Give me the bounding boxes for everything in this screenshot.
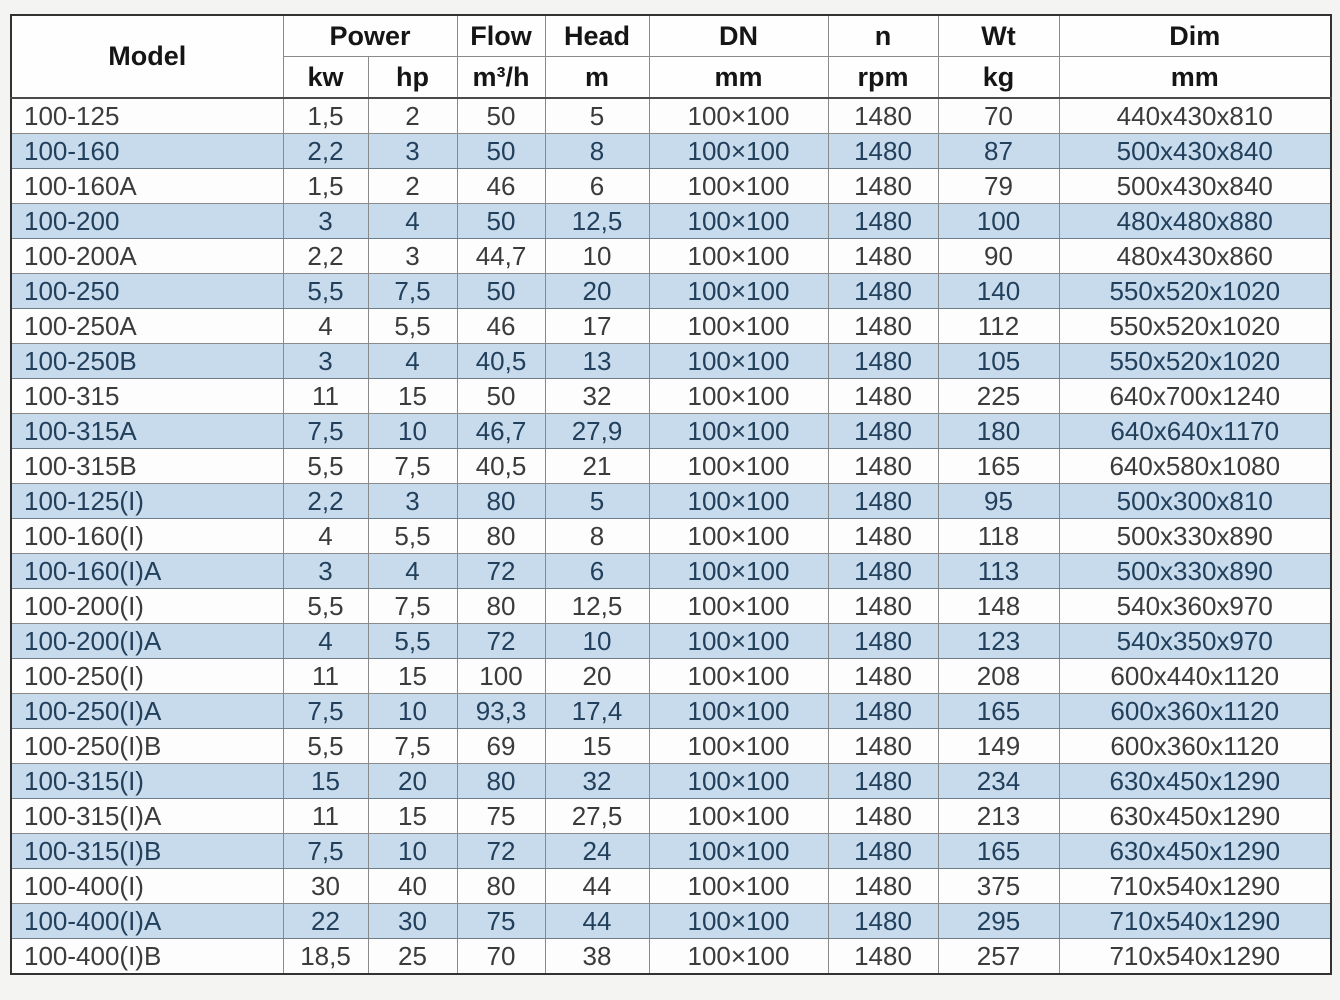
value-cell: 4 <box>368 554 457 589</box>
value-cell: 500x330x890 <box>1059 554 1331 589</box>
value-cell: 10 <box>545 239 649 274</box>
table-row <box>11 134 1331 169</box>
value-cell: 100×100 <box>649 869 828 904</box>
value-cell: 46,7 <box>457 414 545 449</box>
value-cell: 550x520x1020 <box>1059 344 1331 379</box>
model-cell: 100-250(I)B <box>11 729 283 764</box>
model-cell: 100-400(I)A <box>11 904 283 939</box>
value-cell: 5,5 <box>368 309 457 344</box>
value-cell: 50 <box>457 204 545 239</box>
value-cell: 3 <box>283 204 368 239</box>
value-cell: 4 <box>283 519 368 554</box>
column-header-model: Model <box>11 15 283 98</box>
value-cell: 208 <box>938 659 1059 694</box>
value-cell: 4 <box>368 204 457 239</box>
value-cell: 17,4 <box>545 694 649 729</box>
value-cell: 5,5 <box>283 729 368 764</box>
value-cell: 1480 <box>828 519 938 554</box>
value-cell: 3 <box>283 344 368 379</box>
value-cell: 7,5 <box>283 694 368 729</box>
model-cell: 100-160(I) <box>11 519 283 554</box>
value-cell: 100×100 <box>649 204 828 239</box>
value-cell: 25 <box>368 939 457 975</box>
value-cell: 44 <box>545 869 649 904</box>
value-cell: 15 <box>545 729 649 764</box>
value-cell: 7,5 <box>368 274 457 309</box>
value-cell: 550x520x1020 <box>1059 274 1331 309</box>
value-cell: 30 <box>283 869 368 904</box>
table-row <box>11 519 1331 554</box>
value-cell: 640x640x1170 <box>1059 414 1331 449</box>
value-cell: 15 <box>368 799 457 834</box>
value-cell: 440x430x810 <box>1059 98 1331 134</box>
value-cell: 69 <box>457 729 545 764</box>
unit-header-m3h: m³/h <box>457 57 545 99</box>
value-cell: 1480 <box>828 834 938 869</box>
value-cell: 2 <box>368 169 457 204</box>
model-cell: 100-315A <box>11 414 283 449</box>
value-cell: 100×100 <box>649 799 828 834</box>
value-cell: 600x360x1120 <box>1059 694 1331 729</box>
value-cell: 11 <box>283 659 368 694</box>
value-cell: 550x520x1020 <box>1059 309 1331 344</box>
unit-header-rpm: rpm <box>828 57 938 99</box>
value-cell: 710x540x1290 <box>1059 869 1331 904</box>
column-header-n: n <box>828 15 938 57</box>
value-cell: 90 <box>938 239 1059 274</box>
value-cell: 72 <box>457 554 545 589</box>
value-cell: 27,5 <box>545 799 649 834</box>
table-header <box>11 15 1331 98</box>
value-cell: 100×100 <box>649 589 828 624</box>
value-cell: 2,2 <box>283 239 368 274</box>
value-cell: 500x430x840 <box>1059 134 1331 169</box>
value-cell: 1480 <box>828 98 938 134</box>
value-cell: 18,5 <box>283 939 368 975</box>
value-cell: 38 <box>545 939 649 975</box>
value-cell: 80 <box>457 764 545 799</box>
value-cell: 140 <box>938 274 1059 309</box>
table-body <box>11 98 1331 974</box>
value-cell: 480x480x880 <box>1059 204 1331 239</box>
model-cell: 100-200(I)A <box>11 624 283 659</box>
value-cell: 50 <box>457 379 545 414</box>
table-row <box>11 834 1331 869</box>
value-cell: 1480 <box>828 694 938 729</box>
value-cell: 1480 <box>828 414 938 449</box>
value-cell: 40 <box>368 869 457 904</box>
value-cell: 234 <box>938 764 1059 799</box>
table-row <box>11 729 1331 764</box>
value-cell: 1480 <box>828 449 938 484</box>
value-cell: 710x540x1290 <box>1059 904 1331 939</box>
model-cell: 100-125(I) <box>11 484 283 519</box>
value-cell: 105 <box>938 344 1059 379</box>
table-row <box>11 169 1331 204</box>
value-cell: 100×100 <box>649 169 828 204</box>
value-cell: 4 <box>283 309 368 344</box>
value-cell: 1480 <box>828 729 938 764</box>
value-cell: 225 <box>938 379 1059 414</box>
value-cell: 80 <box>457 589 545 624</box>
model-cell: 100-200(I) <box>11 589 283 624</box>
value-cell: 630x450x1290 <box>1059 834 1331 869</box>
value-cell: 27,9 <box>545 414 649 449</box>
value-cell: 165 <box>938 449 1059 484</box>
model-cell: 100-315(I)B <box>11 834 283 869</box>
value-cell: 100×100 <box>649 939 828 975</box>
value-cell: 5,5 <box>283 274 368 309</box>
value-cell: 100×100 <box>649 309 828 344</box>
table-row <box>11 98 1331 134</box>
column-header-dn: DN <box>649 15 828 57</box>
value-cell: 1480 <box>828 239 938 274</box>
value-cell: 10 <box>368 414 457 449</box>
value-cell: 123 <box>938 624 1059 659</box>
value-cell: 630x450x1290 <box>1059 764 1331 799</box>
value-cell: 95 <box>938 484 1059 519</box>
column-header-wt: Wt <box>938 15 1059 57</box>
value-cell: 5,5 <box>283 449 368 484</box>
value-cell: 640x700x1240 <box>1059 379 1331 414</box>
value-cell: 70 <box>938 98 1059 134</box>
value-cell: 100×100 <box>649 624 828 659</box>
value-cell: 1,5 <box>283 98 368 134</box>
value-cell: 7,5 <box>283 414 368 449</box>
column-header-dim: Dim <box>1059 15 1331 57</box>
value-cell: 80 <box>457 519 545 554</box>
value-cell: 1480 <box>828 344 938 379</box>
table-row <box>11 869 1331 904</box>
value-cell: 22 <box>283 904 368 939</box>
value-cell: 1480 <box>828 764 938 799</box>
value-cell: 1480 <box>828 659 938 694</box>
value-cell: 1480 <box>828 904 938 939</box>
value-cell: 5 <box>545 98 649 134</box>
table-row <box>11 939 1331 975</box>
value-cell: 50 <box>457 98 545 134</box>
table-row <box>11 274 1331 309</box>
value-cell: 15 <box>283 764 368 799</box>
table-row <box>11 799 1331 834</box>
value-cell: 2 <box>368 98 457 134</box>
table-row <box>11 204 1331 239</box>
value-cell: 93,3 <box>457 694 545 729</box>
value-cell: 5 <box>545 484 649 519</box>
model-cell: 100-200A <box>11 239 283 274</box>
model-cell: 100-160A <box>11 169 283 204</box>
value-cell: 213 <box>938 799 1059 834</box>
value-cell: 3 <box>368 134 457 169</box>
value-cell: 15 <box>368 659 457 694</box>
value-cell: 6 <box>545 169 649 204</box>
value-cell: 480x430x860 <box>1059 239 1331 274</box>
pump-spec-table <box>10 14 1332 975</box>
value-cell: 5,5 <box>368 519 457 554</box>
model-cell: 100-315(I)A <box>11 799 283 834</box>
value-cell: 32 <box>545 764 649 799</box>
value-cell: 540x360x970 <box>1059 589 1331 624</box>
value-cell: 100×100 <box>649 274 828 309</box>
value-cell: 375 <box>938 869 1059 904</box>
value-cell: 500x330x890 <box>1059 519 1331 554</box>
value-cell: 50 <box>457 274 545 309</box>
value-cell: 13 <box>545 344 649 379</box>
value-cell: 44 <box>545 904 649 939</box>
model-cell: 100-315B <box>11 449 283 484</box>
value-cell: 72 <box>457 624 545 659</box>
model-cell: 100-315 <box>11 379 283 414</box>
table-row <box>11 764 1331 799</box>
value-cell: 118 <box>938 519 1059 554</box>
value-cell: 7,5 <box>368 449 457 484</box>
value-cell: 100×100 <box>649 729 828 764</box>
value-cell: 12,5 <box>545 204 649 239</box>
value-cell: 113 <box>938 554 1059 589</box>
value-cell: 112 <box>938 309 1059 344</box>
table-row <box>11 449 1331 484</box>
value-cell: 100×100 <box>649 834 828 869</box>
value-cell: 5,5 <box>368 624 457 659</box>
table-row <box>11 379 1331 414</box>
value-cell: 40,5 <box>457 344 545 379</box>
value-cell: 165 <box>938 694 1059 729</box>
value-cell: 44,7 <box>457 239 545 274</box>
value-cell: 75 <box>457 799 545 834</box>
value-cell: 10 <box>368 834 457 869</box>
value-cell: 500x430x840 <box>1059 169 1331 204</box>
model-cell: 100-125 <box>11 98 283 134</box>
column-header-power: Power <box>283 15 457 57</box>
value-cell: 100×100 <box>649 519 828 554</box>
value-cell: 32 <box>545 379 649 414</box>
model-cell: 100-250B <box>11 344 283 379</box>
value-cell: 1480 <box>828 274 938 309</box>
value-cell: 100×100 <box>649 694 828 729</box>
table-row <box>11 659 1331 694</box>
value-cell: 100×100 <box>649 484 828 519</box>
value-cell: 20 <box>545 659 649 694</box>
value-cell: 2,2 <box>283 484 368 519</box>
model-cell: 100-250 <box>11 274 283 309</box>
model-cell: 100-160 <box>11 134 283 169</box>
unit-header-kw: kw <box>283 57 368 99</box>
value-cell: 11 <box>283 799 368 834</box>
value-cell: 100×100 <box>649 134 828 169</box>
value-cell: 1480 <box>828 204 938 239</box>
value-cell: 10 <box>368 694 457 729</box>
value-cell: 100×100 <box>649 659 828 694</box>
model-cell: 100-160(I)A <box>11 554 283 589</box>
table-row <box>11 624 1331 659</box>
value-cell: 1480 <box>828 939 938 975</box>
value-cell: 4 <box>368 344 457 379</box>
value-cell: 710x540x1290 <box>1059 939 1331 975</box>
value-cell: 30 <box>368 904 457 939</box>
value-cell: 630x450x1290 <box>1059 799 1331 834</box>
value-cell: 100 <box>457 659 545 694</box>
value-cell: 1480 <box>828 309 938 344</box>
value-cell: 8 <box>545 134 649 169</box>
model-cell: 100-400(I) <box>11 869 283 904</box>
value-cell: 80 <box>457 484 545 519</box>
value-cell: 79 <box>938 169 1059 204</box>
value-cell: 50 <box>457 134 545 169</box>
value-cell: 1480 <box>828 169 938 204</box>
value-cell: 600x440x1120 <box>1059 659 1331 694</box>
value-cell: 295 <box>938 904 1059 939</box>
value-cell: 1480 <box>828 484 938 519</box>
value-cell: 640x580x1080 <box>1059 449 1331 484</box>
table-row <box>11 484 1331 519</box>
value-cell: 7,5 <box>368 729 457 764</box>
value-cell: 7,5 <box>283 834 368 869</box>
value-cell: 600x360x1120 <box>1059 729 1331 764</box>
value-cell: 100 <box>938 204 1059 239</box>
value-cell: 1480 <box>828 379 938 414</box>
value-cell: 7,5 <box>368 589 457 624</box>
unit-header-hp: hp <box>368 57 457 99</box>
value-cell: 12,5 <box>545 589 649 624</box>
column-header-flow: Flow <box>457 15 545 57</box>
value-cell: 100×100 <box>649 379 828 414</box>
value-cell: 5,5 <box>283 589 368 624</box>
value-cell: 165 <box>938 834 1059 869</box>
value-cell: 100×100 <box>649 764 828 799</box>
model-cell: 100-315(I) <box>11 764 283 799</box>
value-cell: 3 <box>368 239 457 274</box>
value-cell: 75 <box>457 904 545 939</box>
value-cell: 1480 <box>828 134 938 169</box>
value-cell: 3 <box>283 554 368 589</box>
unit-header-dn-mm: mm <box>649 57 828 99</box>
value-cell: 21 <box>545 449 649 484</box>
value-cell: 100×100 <box>649 98 828 134</box>
model-cell: 100-400(I)B <box>11 939 283 975</box>
table-row <box>11 344 1331 379</box>
value-cell: 10 <box>545 624 649 659</box>
unit-header-kg: kg <box>938 57 1059 99</box>
unit-header-dim-mm: mm <box>1059 57 1331 99</box>
value-cell: 1480 <box>828 589 938 624</box>
value-cell: 46 <box>457 169 545 204</box>
value-cell: 20 <box>545 274 649 309</box>
value-cell: 1480 <box>828 869 938 904</box>
table-row <box>11 589 1331 624</box>
table-row <box>11 554 1331 589</box>
value-cell: 148 <box>938 589 1059 624</box>
table-row <box>11 694 1331 729</box>
value-cell: 100×100 <box>649 344 828 379</box>
value-cell: 80 <box>457 869 545 904</box>
value-cell: 1480 <box>828 799 938 834</box>
value-cell: 2,2 <box>283 134 368 169</box>
value-cell: 1480 <box>828 554 938 589</box>
value-cell: 100×100 <box>649 904 828 939</box>
value-cell: 24 <box>545 834 649 869</box>
value-cell: 500x300x810 <box>1059 484 1331 519</box>
value-cell: 17 <box>545 309 649 344</box>
model-cell: 100-200 <box>11 204 283 239</box>
value-cell: 72 <box>457 834 545 869</box>
value-cell: 100×100 <box>649 414 828 449</box>
header-row-main <box>11 15 1331 57</box>
table-row <box>11 904 1331 939</box>
value-cell: 87 <box>938 134 1059 169</box>
unit-header-m: m <box>545 57 649 99</box>
value-cell: 11 <box>283 379 368 414</box>
value-cell: 46 <box>457 309 545 344</box>
value-cell: 15 <box>368 379 457 414</box>
value-cell: 70 <box>457 939 545 975</box>
table-row <box>11 309 1331 344</box>
table-row <box>11 414 1331 449</box>
table-row <box>11 239 1331 274</box>
value-cell: 1,5 <box>283 169 368 204</box>
value-cell: 149 <box>938 729 1059 764</box>
value-cell: 540x350x970 <box>1059 624 1331 659</box>
model-cell: 100-250A <box>11 309 283 344</box>
value-cell: 257 <box>938 939 1059 975</box>
value-cell: 100×100 <box>649 554 828 589</box>
value-cell: 20 <box>368 764 457 799</box>
model-cell: 100-250(I)A <box>11 694 283 729</box>
value-cell: 6 <box>545 554 649 589</box>
value-cell: 8 <box>545 519 649 554</box>
value-cell: 40,5 <box>457 449 545 484</box>
value-cell: 3 <box>368 484 457 519</box>
model-cell: 100-250(I) <box>11 659 283 694</box>
value-cell: 100×100 <box>649 239 828 274</box>
value-cell: 180 <box>938 414 1059 449</box>
value-cell: 4 <box>283 624 368 659</box>
value-cell: 100×100 <box>649 449 828 484</box>
column-header-head: Head <box>545 15 649 57</box>
value-cell: 1480 <box>828 624 938 659</box>
